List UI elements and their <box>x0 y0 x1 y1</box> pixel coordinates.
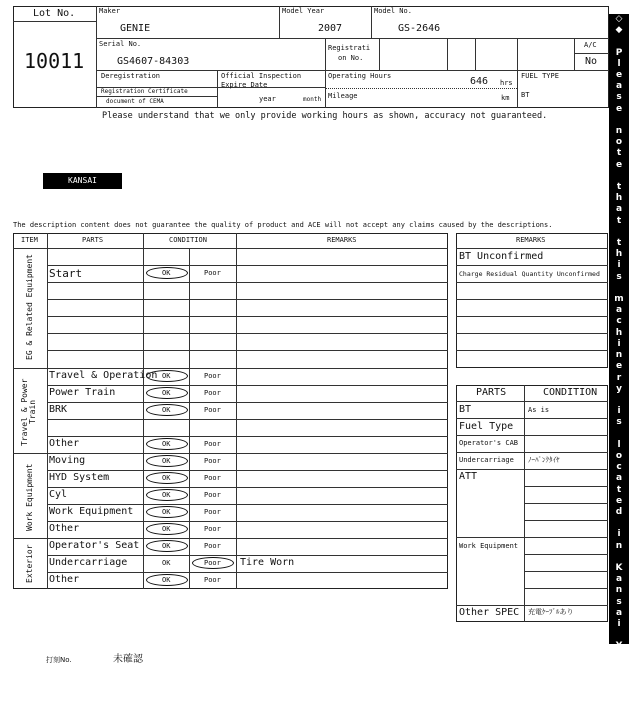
sidebar-glyph <box>609 429 629 440</box>
sidebar-glyph: ◇ <box>615 708 623 719</box>
document-cema-label: document of CEMA <box>106 98 164 105</box>
ok-label: OK <box>162 389 171 397</box>
sidebar-glyph: s <box>616 596 622 607</box>
parts-panel-condition-header: CONDITION <box>543 387 598 398</box>
poor-label: Poor <box>204 406 221 414</box>
sidebar-glyph: P <box>615 47 623 58</box>
part-hyd-system: HYD System <box>49 472 110 483</box>
sidebar-glyph: s <box>616 417 622 428</box>
sidebar-glyph <box>609 630 629 641</box>
operating-hours-label: Operating Hours <box>328 72 392 80</box>
sidebar-glyph: n <box>615 350 623 361</box>
ok-label: OK <box>162 576 171 584</box>
registration-certificate-label: Registration Certificate <box>101 88 188 95</box>
remarks-line-bt: BT Unconfirmed <box>459 251 544 262</box>
operating-hours-value: 646 <box>470 76 489 87</box>
sidebar-glyph: n <box>615 540 623 551</box>
sidebar-glyph: e <box>615 70 623 81</box>
part-exterior-other: Other <box>49 574 80 585</box>
ac-label: A/C <box>584 41 597 49</box>
model-year-label: Model Year <box>282 7 325 15</box>
ok-label: OK <box>162 559 171 567</box>
group-label-eg-related: EG & Related Equipment <box>25 254 34 360</box>
sidebar-glyph: l <box>617 58 621 69</box>
operators-cab-label: Operator's CAB <box>459 439 519 447</box>
part-travel-operation: Travel & Operation <box>49 370 158 381</box>
sidebar-glyph <box>609 395 629 406</box>
serial-no-label: Serial No. <box>99 40 142 48</box>
sidebar-glyph: r <box>616 372 622 383</box>
ok-label: OK <box>162 457 171 465</box>
poor-label: Poor <box>204 542 221 550</box>
part-work-other: Other <box>49 523 80 534</box>
sidebar-glyph: e <box>615 361 623 372</box>
year-label: year <box>259 95 276 103</box>
sidebar-glyph: a <box>615 473 623 484</box>
col-header-condition: CONDITION <box>169 236 207 244</box>
sidebar-glyph: s <box>616 271 622 282</box>
part-start: Start <box>49 267 83 280</box>
sidebar-glyph <box>609 36 629 47</box>
sidebar-glyph: t <box>616 148 622 159</box>
sidebar-glyph: y <box>616 383 622 394</box>
sidebar-glyph: c <box>616 316 622 327</box>
poor-label: Poor <box>204 372 221 380</box>
sidebar-glyph: t <box>616 484 622 495</box>
ok-label: OK <box>162 542 171 550</box>
sidebar-glyph: t <box>616 182 622 193</box>
sidebar-glyph <box>609 518 629 529</box>
sidebar-glyph: o <box>615 137 623 148</box>
poor-label: Poor <box>204 508 221 516</box>
hrs-label: hrs <box>500 79 513 87</box>
stamp-no-label: 打刻No. <box>46 656 72 664</box>
poor-label: Poor <box>204 525 221 533</box>
ok-label: OK <box>162 440 171 448</box>
month-label: month <box>303 96 322 103</box>
disclaimer: The description content does not guarantee the quality of product and ACE will not accept any claims caused by the descriptions. <box>13 221 553 229</box>
sidebar-glyph: Y <box>615 641 623 652</box>
poor-label: Poor <box>204 457 221 465</box>
poor-label: Poor <box>204 389 221 397</box>
poor-label: Poor <box>204 440 221 448</box>
group-label-exterior: Exterior <box>25 544 34 583</box>
sidebar-glyph: i <box>617 338 621 349</box>
location-badge <box>43 173 122 189</box>
parts-panel-parts-header: PARTS <box>476 387 507 398</box>
part-power-train: Power Train <box>49 387 116 398</box>
sidebar-glyph: s <box>616 92 622 103</box>
sidebar-glyph <box>609 686 629 697</box>
maker-value: GENIE <box>120 23 151 34</box>
sidebar-glyph: m <box>614 294 624 305</box>
poor-label: Poor <box>204 491 221 499</box>
sidebar-glyph: e <box>615 103 623 114</box>
sidebar-glyph <box>609 227 629 238</box>
location-badge-label: KANSAI <box>68 176 97 185</box>
group-label-work-equipment: Work Equipment <box>25 463 34 531</box>
sidebar-glyph <box>609 552 629 563</box>
poor-label: Poor <box>204 269 221 277</box>
undercarriage-row-label: Undercarriage <box>459 456 514 464</box>
sidebar-glyph: a <box>615 652 623 663</box>
col-header-parts: PARTS <box>82 236 104 244</box>
sidebar-glyph: i <box>617 406 621 417</box>
sidebar-glyph: o <box>615 450 623 461</box>
sidebar-glyph: c <box>616 462 622 473</box>
sidebar-glyph: e <box>615 159 623 170</box>
ok-label: OK <box>162 406 171 414</box>
sidebar-glyph <box>609 115 629 126</box>
serial-no-value: GS4607-84303 <box>117 56 190 67</box>
sidebar-glyph: t <box>616 215 622 226</box>
ok-label: OK <box>162 508 171 516</box>
part-work-equipment: Work Equipment <box>49 506 134 517</box>
sidebar-glyph: i <box>617 618 621 629</box>
sidebar-glyph: n <box>615 585 623 596</box>
part-operators-seat: Operator's Seat <box>49 540 140 551</box>
mileage-label: Mileage <box>328 92 358 100</box>
sidebar-glyph: ◆ <box>615 25 623 36</box>
sidebar-glyph: n <box>615 126 623 137</box>
stamp-no-value: 未確認 <box>113 654 143 665</box>
ok-label: OK <box>162 269 171 277</box>
sidebar-glyph <box>609 283 629 294</box>
sidebar-glyph: i <box>617 529 621 540</box>
group-label-travel-power: Travel & Power Train <box>20 378 37 446</box>
fuel-type-row-label: Fuel Type <box>459 421 514 432</box>
att-label: ATT <box>459 471 478 482</box>
sidebar-glyph: h <box>615 327 623 338</box>
sidebar-glyph: ◇ <box>615 14 623 24</box>
model-year-value: 2007 <box>318 23 343 34</box>
sidebar-glyph: ◆ <box>615 697 623 708</box>
maker-label: Maker <box>99 7 121 15</box>
fuel-type-value: BT <box>521 91 530 99</box>
remarks-panel-header: REMARKS <box>516 236 546 244</box>
deregistration-label: Deregistration <box>101 72 161 80</box>
bt-value: As is <box>528 406 550 414</box>
other-spec-label: Other SPEC <box>459 607 520 618</box>
registration-no-label-1: Registrati <box>328 44 371 52</box>
sidebar-glyph: a <box>615 204 623 215</box>
fuel-type-label: FUEL TYPE <box>521 72 559 80</box>
ok-label: OK <box>162 525 171 533</box>
work-equipment-row-label: Work Equipment <box>459 542 519 550</box>
sidebar-glyph: e <box>615 495 623 506</box>
sidebar-glyph: a <box>615 305 623 316</box>
part-brk: BRK <box>49 404 68 415</box>
undercarriage-remark: Tire Worn <box>240 557 295 568</box>
sidebar-glyph: a <box>615 607 623 618</box>
col-header-item: ITEM <box>21 236 38 244</box>
sidebar-glyph: l <box>617 439 621 450</box>
sidebar-glyph: h <box>615 193 623 204</box>
sidebar-glyph: K <box>615 562 623 573</box>
poor-label: Poor <box>204 474 221 482</box>
remarks-line-charge: Charge Residual Quantity Unconfirmed <box>459 270 600 278</box>
model-no-value: GS-2646 <box>398 23 441 34</box>
location-sidebar <box>609 14 629 719</box>
hours-notice: Please understand that we only provide working hours as shown, accuracy not guaranteed. <box>102 111 548 121</box>
other-spec-value: 充電ｹｰﾌﾞﾙあり <box>528 608 574 616</box>
lot-no-value: 10011 <box>24 49 85 73</box>
poor-label: Poor <box>204 559 221 567</box>
sidebar-glyph: a <box>615 574 623 585</box>
registration-no-label-2: on No. <box>338 54 364 62</box>
sidebar-glyph: t <box>616 238 622 249</box>
col-header-remarks: REMARKS <box>327 236 357 244</box>
ok-label: OK <box>162 372 171 380</box>
ac-value: No <box>585 56 598 67</box>
sidebar-glyph: h <box>615 249 623 260</box>
ok-label: OK <box>162 474 171 482</box>
sidebar-glyph: d <box>615 674 623 685</box>
poor-label: Poor <box>204 576 221 584</box>
ok-label: OK <box>162 491 171 499</box>
model-no-label: Model No. <box>374 7 412 15</box>
bt-label: BT <box>459 404 472 415</box>
part-moving: Moving <box>49 455 86 466</box>
km-label: km <box>501 94 510 102</box>
part-undercarriage: Undercarriage <box>49 557 128 568</box>
lot-no-label: Lot No. <box>33 8 76 19</box>
official-inspection-label-2: Expire Date <box>221 81 268 89</box>
undercarriage-row-value: ﾉｰﾊﾟﾝｸﾀｲﾔ <box>528 456 560 464</box>
part-travel-other: Other <box>49 438 80 449</box>
official-inspection-label-1: Official Inspection <box>221 72 302 80</box>
sidebar-glyph: r <box>616 663 622 674</box>
sidebar-glyph: d <box>615 506 623 517</box>
sidebar-glyph: a <box>615 81 623 92</box>
sidebar-glyph: i <box>617 260 621 271</box>
part-cyl: Cyl <box>49 489 68 500</box>
sidebar-glyph <box>609 171 629 182</box>
